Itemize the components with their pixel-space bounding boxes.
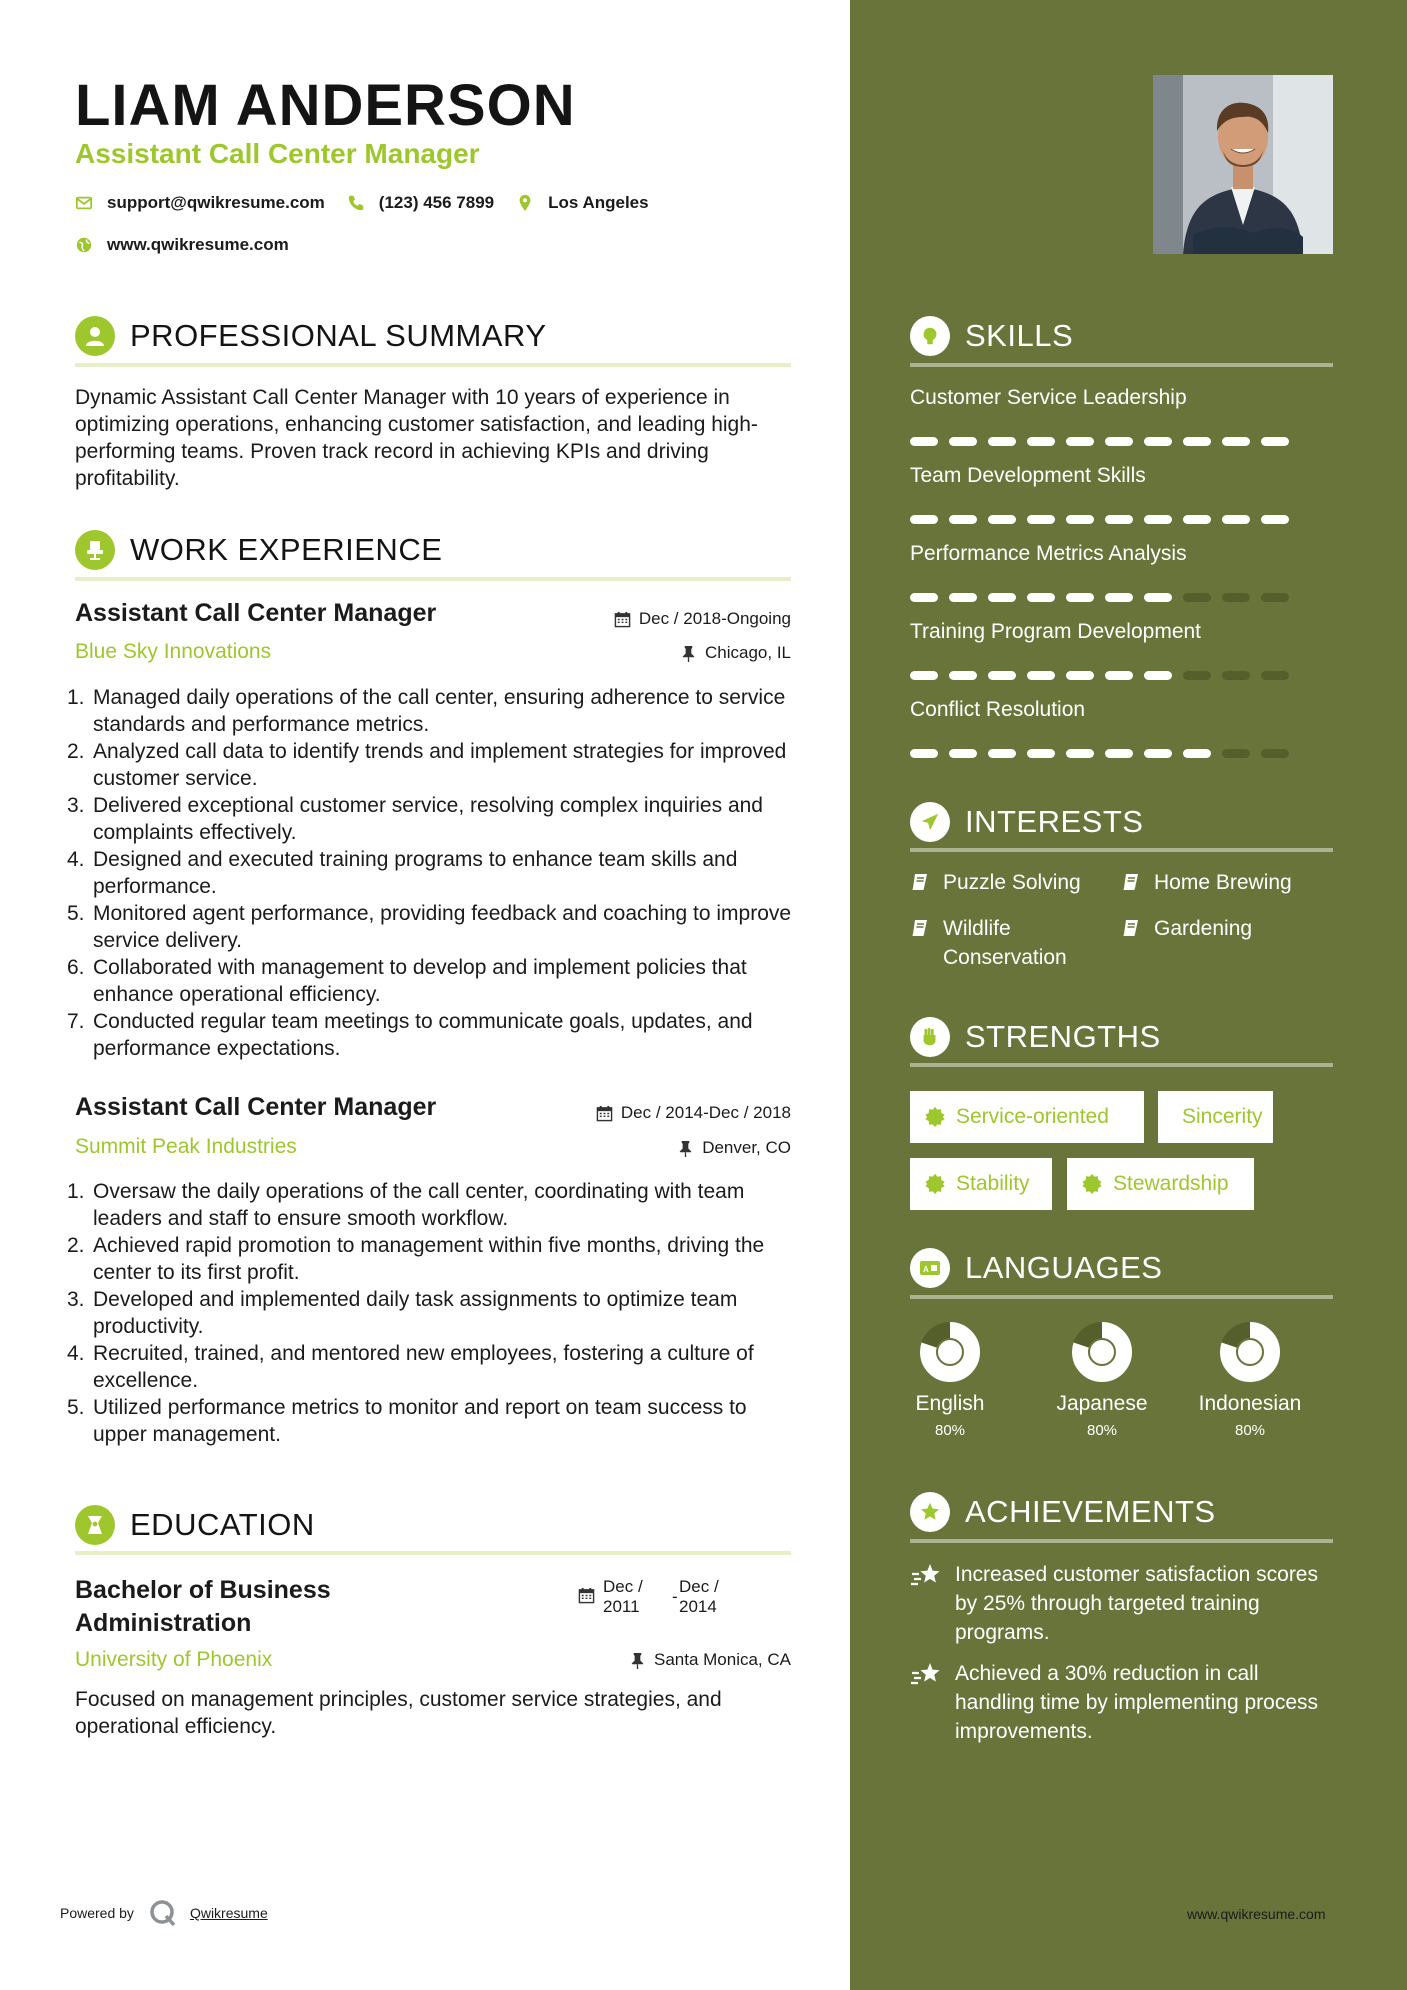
phone-text: (123) 456 7899 — [378, 193, 495, 212]
language-donut — [918, 1320, 982, 1384]
skill-dot — [949, 671, 977, 680]
skill-dot — [1144, 515, 1172, 524]
skill-dot — [988, 671, 1016, 680]
skill-dot — [1027, 671, 1055, 680]
qwikresume-logo-icon — [148, 1898, 178, 1928]
interest-item: Home Brewing — [1121, 868, 1292, 897]
location-pin-icon — [516, 194, 534, 212]
skill-rating — [910, 437, 1300, 446]
website-text: www.qwikresume.com — [107, 235, 289, 254]
language-donut — [1070, 1320, 1134, 1384]
language-percent: 80% — [1086, 1422, 1118, 1439]
contact-row-2 — [75, 235, 311, 255]
list-item: 7. Conducted regular team meetings to communicate goals, updates, and performance expectations. — [67, 1010, 753, 1060]
skill-rating — [910, 515, 1300, 524]
skill-dot — [1183, 515, 1211, 524]
skills-heading-text: SKILLS — [965, 318, 1074, 353]
contact-row-1 — [75, 193, 671, 213]
strength-tag: Sincerity — [1158, 1091, 1273, 1143]
skill-dot — [988, 593, 1016, 602]
candidate-name: LIAM ANDERSON — [75, 73, 576, 138]
education-dates — [578, 1577, 719, 1617]
skill-dot — [910, 437, 938, 446]
skill-dot — [1222, 515, 1250, 524]
skills-heading — [910, 316, 1073, 356]
donut-center — [1090, 1340, 1114, 1364]
star-medal-icon — [910, 1492, 950, 1532]
footer-site[interactable]: www.qwikresume.com — [1187, 1906, 1326, 1922]
summary-divider — [75, 363, 791, 367]
language-item — [910, 1320, 990, 1439]
skill-dot — [1222, 593, 1250, 602]
job-1-title: Assistant Call Center Manager — [75, 599, 437, 627]
list-item: 2. Achieved rapid promotion to management within five months, driving the center to its first profit. — [67, 1234, 765, 1284]
language-name: Indonesian — [1198, 1392, 1302, 1415]
book-icon — [1121, 872, 1141, 892]
education-divider — [75, 1551, 791, 1555]
experience-divider — [75, 577, 791, 581]
job-2-dates — [596, 1103, 791, 1123]
contact-phone[interactable] — [347, 193, 494, 213]
contact-location — [516, 193, 648, 213]
skill-dot — [1261, 593, 1289, 602]
job-2-location — [677, 1138, 791, 1158]
language-donut — [1218, 1320, 1282, 1384]
degree-line-2: Administration — [75, 1609, 252, 1637]
shooting-star-icon — [910, 1661, 942, 1689]
shooting-star-icon — [910, 1562, 942, 1590]
skill-rating — [910, 671, 1300, 680]
summary-heading — [75, 316, 547, 356]
skill-dot — [949, 515, 977, 524]
skill-dot — [910, 515, 938, 524]
education-description: Focused on management principles, customer service strategies, and operational efficiency. — [75, 1688, 722, 1738]
badge-icon — [924, 1106, 946, 1128]
education-location — [629, 1650, 791, 1670]
list-item: 4. Designed and executed training programs to enhance team skills and performance. — [67, 848, 738, 898]
strength-tag: Stability — [910, 1158, 1052, 1210]
badge-icon — [1081, 1173, 1103, 1195]
achievements-heading-text: ACHIEVEMENTS — [965, 1494, 1216, 1529]
book-icon — [1121, 918, 1141, 938]
list-item: 5. Monitored agent performance, providing feedback and coaching to improve service delivery. — [67, 902, 792, 952]
interests-heading — [910, 802, 1143, 842]
list-item: 1. Managed daily operations of the call center, ensuring adherence to service standards and performance metrics. — [67, 686, 786, 736]
skill-dot — [910, 593, 938, 602]
skill-dot — [1105, 671, 1133, 680]
pushpin-icon — [629, 1652, 646, 1669]
job-2-bullets — [67, 1178, 797, 1448]
skill-name: Performance Metrics Analysis — [910, 542, 1187, 565]
skill-dot — [1066, 749, 1094, 758]
education-dash: - — [672, 1587, 678, 1606]
skill-dot — [1222, 437, 1250, 446]
skill-dot — [1027, 749, 1055, 758]
skill-dot — [949, 593, 977, 602]
interests-divider — [910, 848, 1333, 852]
interests-heading-text: INTERESTS — [965, 804, 1144, 839]
list-item: 2. Analyzed call data to identify trends and implement strategies for improved customer service. — [67, 740, 787, 790]
language-percent: 80% — [934, 1422, 966, 1439]
skill-dot — [1261, 671, 1289, 680]
skill-dot — [988, 515, 1016, 524]
degree-line-1: Bachelor of Business — [75, 1576, 331, 1604]
calendar-icon — [596, 1105, 613, 1122]
achievements-heading — [910, 1492, 1216, 1532]
job-2-dates-text: Dec / 2014-Dec / 2018 — [620, 1103, 791, 1122]
envelope-icon — [75, 194, 93, 212]
list-item: 3. Delivered exceptional customer service, resolving complex inquiries and complaints effectively. — [67, 794, 763, 844]
skill-dot — [949, 437, 977, 446]
skill-dot — [1105, 515, 1133, 524]
list-item: 3. Developed and implemented daily task assignments to optimize team productivity. — [67, 1288, 738, 1338]
brand-link[interactable]: Qwikresume — [189, 1905, 268, 1921]
candidate-title: Assistant Call Center Manager — [75, 138, 480, 169]
job-2-company: Summit Peak Industries — [75, 1135, 297, 1158]
pushpin-icon — [677, 1140, 694, 1157]
phone-icon — [347, 194, 365, 212]
language-item — [1050, 1320, 1154, 1439]
skill-dot — [1183, 671, 1211, 680]
fist-icon — [910, 1017, 950, 1057]
briefcase-icon — [75, 530, 115, 570]
strength-tag: Service-oriented — [910, 1091, 1144, 1143]
skill-dot — [1105, 593, 1133, 602]
paper-plane-icon — [910, 802, 950, 842]
skill-dot — [1105, 437, 1133, 446]
skill-dot — [988, 437, 1016, 446]
strength-tag: Stewardship — [1067, 1158, 1254, 1210]
skills-divider — [910, 363, 1333, 367]
skill-dot — [1027, 515, 1055, 524]
skill-dot — [1144, 593, 1172, 602]
degree-title — [75, 1574, 331, 1640]
education-start: Dec / 2011 — [603, 1577, 643, 1616]
donut-center — [938, 1340, 962, 1364]
language-card-icon — [910, 1248, 950, 1288]
education-heading — [75, 1505, 315, 1545]
skill-dot — [1027, 593, 1055, 602]
skill-dot — [910, 671, 938, 680]
languages-heading-text: LANGUAGES — [965, 1250, 1163, 1285]
language-item — [1189, 1320, 1311, 1439]
location-text: Los Angeles — [548, 193, 649, 212]
contact-website[interactable] — [75, 235, 289, 255]
book-icon — [910, 872, 930, 892]
summary-text: Dynamic Assistant Call Center Manager with 10 years of experience in optimizing operations, enhancing customer satisfaction, and leading high-performing teams. Proven track record in achieving KPIs and driving profitability. — [75, 386, 758, 490]
list-item: 4. Recruited, trained, and mentored new employees, fostering a culture of excellence. — [67, 1342, 754, 1392]
skill-rating — [910, 749, 1300, 758]
graduation-icon — [75, 1505, 115, 1545]
profile-photo — [1153, 75, 1333, 254]
languages-heading — [910, 1248, 1162, 1288]
user-icon — [75, 316, 115, 356]
list-item: 5. Utilized performance metrics to monitor and report on team success to upper management. — [67, 1396, 747, 1446]
language-name: English — [915, 1392, 985, 1415]
skill-dot — [1261, 515, 1289, 524]
job-1-location — [680, 643, 791, 663]
skill-dot — [988, 749, 1016, 758]
interest-item: Gardening — [1121, 914, 1252, 943]
skill-dot — [1066, 593, 1094, 602]
list-item: 1. Oversaw the daily operations of the call center, coordinating with team leaders and staff to ensure smooth workflow. — [67, 1180, 745, 1230]
job-2-title: Assistant Call Center Manager — [75, 1093, 437, 1121]
powered-by-text: Powered by — [60, 1905, 134, 1921]
svg-text:A: A — [923, 1265, 929, 1274]
job-2-location-text: Denver, CO — [702, 1138, 791, 1157]
achievement-item: Achieved a 30% reduction in call handling time by implementing process improvements. — [910, 1659, 1330, 1746]
skill-dot — [1144, 437, 1172, 446]
skill-dot — [1105, 749, 1133, 758]
strengths-heading-text: STRENGTHS — [965, 1019, 1161, 1054]
skill-name: Customer Service Leadership — [910, 386, 1187, 409]
list-item: 6. Collaborated with management to develop and implement policies that enhance operational efficiency. — [67, 956, 747, 1006]
job-1-dates — [614, 609, 791, 629]
interest-item: Puzzle Solving — [910, 868, 1081, 897]
skill-dot — [1027, 437, 1055, 446]
skill-dot — [1183, 437, 1211, 446]
skill-dot — [1144, 749, 1172, 758]
skill-dot — [910, 749, 938, 758]
languages-divider — [910, 1295, 1333, 1299]
lightbulb-icon — [910, 316, 950, 356]
skill-dot — [1183, 749, 1211, 758]
skill-dot — [1222, 671, 1250, 680]
skill-dot — [1222, 749, 1250, 758]
skill-name: Team Development Skills — [910, 464, 1146, 487]
job-1-company: Blue Sky Innovations — [75, 640, 272, 663]
skill-name: Training Program Development — [910, 620, 1202, 643]
donut-center — [1238, 1340, 1262, 1364]
skill-dot — [1066, 437, 1094, 446]
skill-dot — [1261, 749, 1289, 758]
job-1-dates-text: Dec / 2018-Ongoing — [638, 609, 791, 628]
education-heading-text: EDUCATION — [130, 1507, 315, 1542]
skill-dot — [949, 749, 977, 758]
experience-heading-text: WORK EXPERIENCE — [130, 532, 443, 567]
book-icon — [910, 918, 930, 938]
education-location-text: Santa Monica, CA — [653, 1650, 791, 1669]
globe-icon — [75, 236, 93, 254]
experience-heading — [75, 530, 442, 570]
education-end: Dec / 2014 — [679, 1577, 719, 1616]
pushpin-icon — [680, 645, 697, 662]
job-1-location-text: Chicago, IL — [705, 643, 791, 662]
school-name: University of Phoenix — [75, 1648, 273, 1671]
skill-dot — [1066, 671, 1094, 680]
calendar-icon — [578, 1587, 595, 1604]
skill-rating — [910, 593, 1300, 602]
skill-dot — [1144, 671, 1172, 680]
achievements-divider — [910, 1539, 1333, 1543]
interest-item: Wildlife Conservation — [910, 914, 1090, 972]
strengths-heading — [910, 1017, 1161, 1057]
skill-name: Conflict Resolution — [910, 698, 1086, 721]
language-name: Japanese — [1056, 1392, 1148, 1415]
sidebar — [850, 0, 1407, 1990]
skill-dot — [1066, 515, 1094, 524]
strengths-divider — [910, 1063, 1333, 1067]
skill-dot — [1183, 593, 1211, 602]
language-percent: 80% — [1234, 1422, 1266, 1439]
calendar-icon — [614, 611, 631, 628]
contact-email[interactable] — [75, 193, 325, 213]
skill-dot — [1261, 437, 1289, 446]
summary-heading-text: PROFESSIONAL SUMMARY — [130, 318, 547, 353]
email-text: support@qwikresume.com — [107, 193, 325, 212]
badge-icon — [924, 1173, 946, 1195]
job-1-bullets — [67, 684, 797, 1062]
achievement-item: Increased customer satisfaction scores by 25% through targeted training programs. — [910, 1560, 1330, 1647]
powered-by — [60, 1898, 268, 1928]
